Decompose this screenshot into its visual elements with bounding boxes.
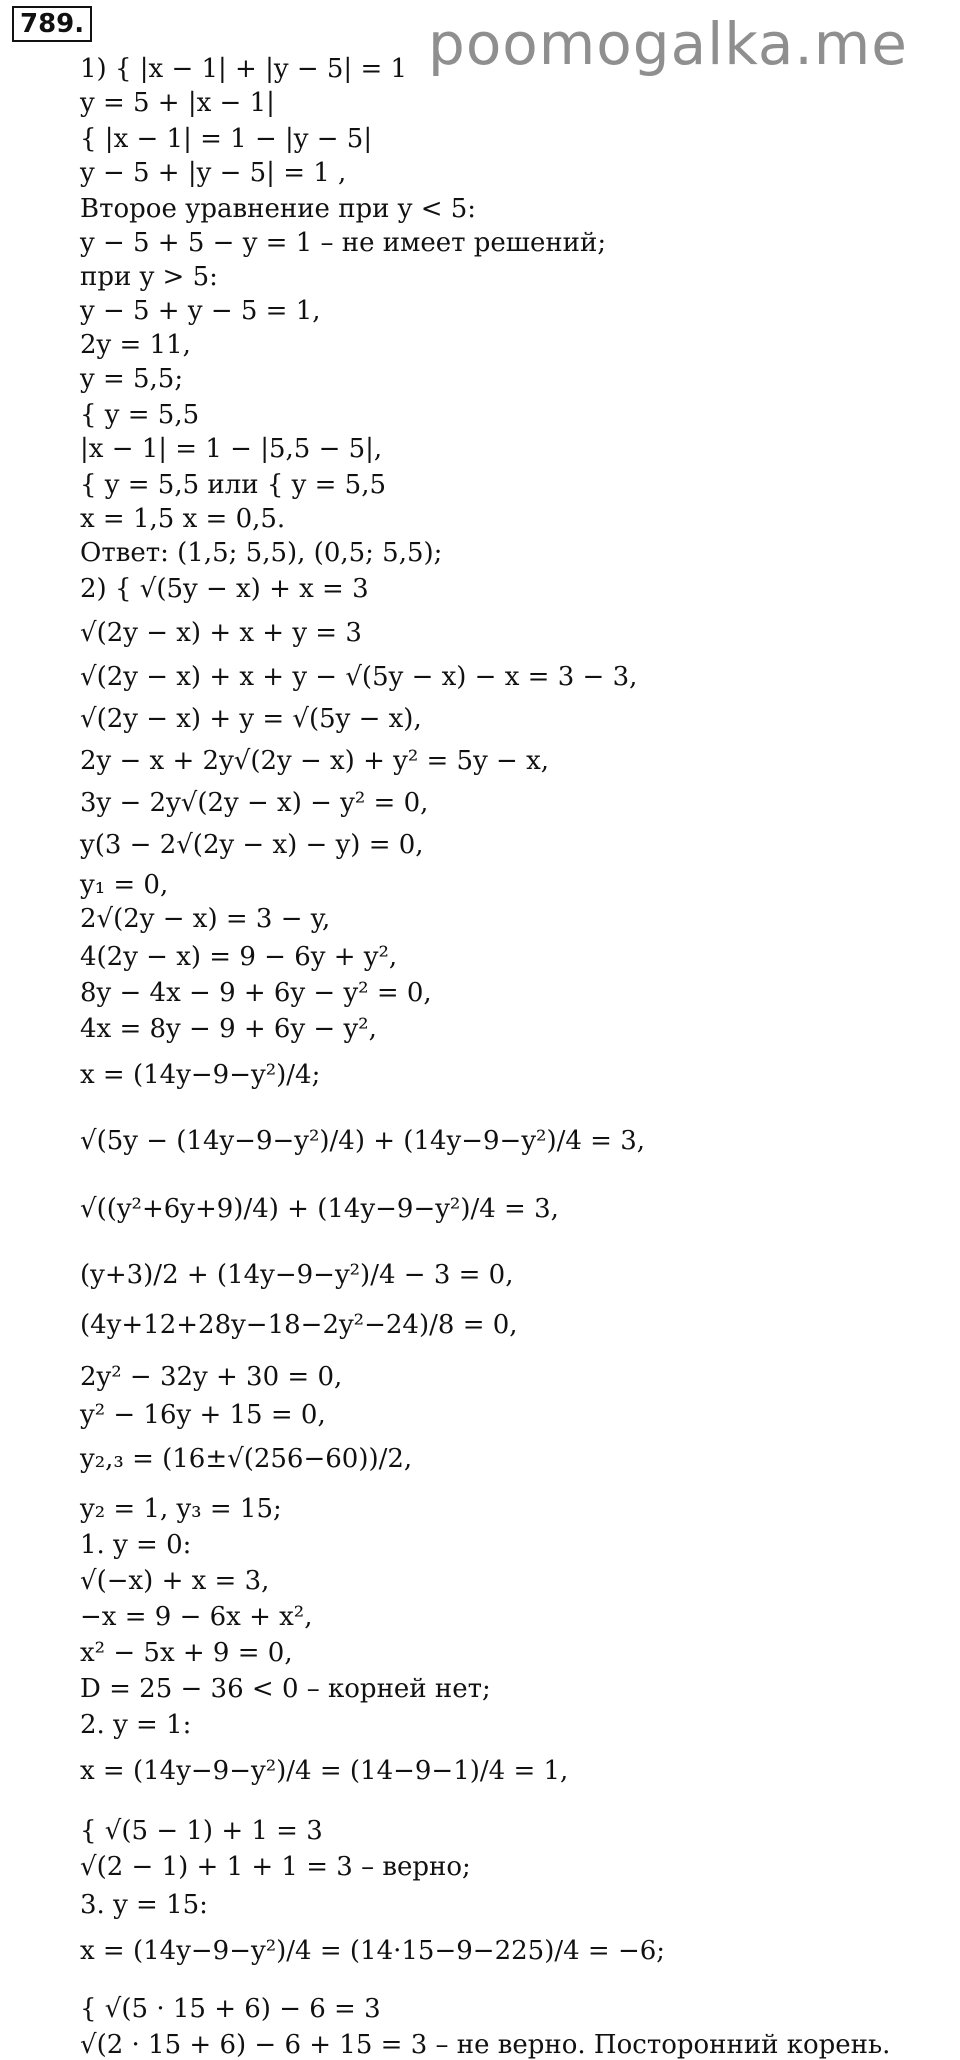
solution-line: y − 5 + 5 − y = 1 – не имеет решений; <box>80 228 607 258</box>
solution-line: 2y = 11, <box>80 330 191 360</box>
solution-line: x = (14y−9−y²)/4 = (14·15−9−225)/4 = −6; <box>80 1936 666 1966</box>
solution-line: { √(5 · 15 + 6) − 6 = 3 <box>80 1994 381 2024</box>
solution-line: Ответ: (1,5; 5,5), (0,5; 5,5); <box>80 538 443 568</box>
solution-line: √(2y − x) + x + y − √(5y − x) − x = 3 − 3, <box>80 662 638 692</box>
solution-line: 3. y = 15: <box>80 1890 208 1920</box>
solution-line: √(2 − 1) + 1 + 1 = 3 – верно; <box>80 1852 471 1882</box>
solution-line: y² − 16y + 15 = 0, <box>80 1400 326 1430</box>
solution-line: −x = 9 − 6x + x², <box>80 1602 313 1632</box>
solution-line: 1) { |x − 1| + |y − 5| = 1 <box>80 54 408 84</box>
solution-line: 2) { √(5y − x) + x = 3 <box>80 574 369 604</box>
solution-line: 8y − 4x − 9 + 6y − y² = 0, <box>80 978 432 1008</box>
solution-line: √(2 · 15 + 6) − 6 + 15 = 3 – не верно. Посторонний корень. <box>80 2030 891 2060</box>
solution-line: √((y²+6y+9)/4) + (14y−9−y²)/4 = 3, <box>80 1194 559 1224</box>
solution-line: x = (14y−9−y²)/4; <box>80 1060 321 1090</box>
solution-line: 2y − x + 2y√(2y − x) + y² = 5y − x, <box>80 746 550 776</box>
solution-line: y₂,₃ = (16±√(256−60))/2, <box>80 1444 413 1474</box>
solution-line: y₂ = 1, y₃ = 15; <box>80 1494 282 1524</box>
solution-line: y = 5,5; <box>80 364 184 394</box>
solution-line: y(3 − 2√(2y − x) − y) = 0, <box>80 830 424 860</box>
solution-line: |x − 1| = 1 − |5,5 − 5|, <box>80 434 383 464</box>
solution-line: { y = 5,5 <box>80 400 200 430</box>
solution-line: (y+3)/2 + (14y−9−y²)/4 − 3 = 0, <box>80 1260 514 1290</box>
solution-line: (4y+12+28y−18−2y²−24)/8 = 0, <box>80 1310 518 1340</box>
solution-line: 4x = 8y − 9 + 6y − y², <box>80 1014 377 1044</box>
solution-line: { |x − 1| = 1 − |y − 5| <box>80 124 373 154</box>
solution-line: 4(2y − x) = 9 − 6y + y², <box>80 942 398 972</box>
solution-line: x² − 5x + 9 = 0, <box>80 1638 293 1668</box>
solution-line: при y > 5: <box>80 262 218 292</box>
problem-number-badge: 789. <box>12 6 92 42</box>
solution-line: √(5y − (14y−9−y²)/4) + (14y−9−y²)/4 = 3, <box>80 1126 646 1156</box>
solution-line: 3y − 2y√(2y − x) − y² = 0, <box>80 788 429 818</box>
solution-line: { √(5 − 1) + 1 = 3 <box>80 1816 323 1846</box>
solution-line: 1. y = 0: <box>80 1530 192 1560</box>
solution-line: x = 1,5 x = 0,5. <box>80 504 286 534</box>
solution-line: Второе уравнение при y < 5: <box>80 194 477 224</box>
solution-line: D = 25 − 36 < 0 – корней нет; <box>80 1674 491 1704</box>
solution-line: √(2y − x) + y = √(5y − x), <box>80 704 422 734</box>
solution-line: 2y² − 32y + 30 = 0, <box>80 1362 343 1392</box>
solution-line: x = (14y−9−y²)/4 = (14−9−1)/4 = 1, <box>80 1756 569 1786</box>
site-watermark: poomogalka.me <box>428 10 908 78</box>
solution-line: 2√(2y − x) = 3 − y, <box>80 904 331 934</box>
solution-line: y − 5 + |y − 5| = 1 , <box>80 158 347 188</box>
solution-line: { y = 5,5 или { y = 5,5 <box>80 470 387 500</box>
solution-line: √(−x) + x = 3, <box>80 1566 270 1596</box>
solution-line: 2. y = 1: <box>80 1710 192 1740</box>
solution-line: √(2y − x) + x + y = 3 <box>80 618 362 648</box>
solution-line: y₁ = 0, <box>80 870 169 900</box>
solution-line: y − 5 + y − 5 = 1, <box>80 296 321 326</box>
solution-line: y = 5 + |x − 1| <box>80 88 275 118</box>
